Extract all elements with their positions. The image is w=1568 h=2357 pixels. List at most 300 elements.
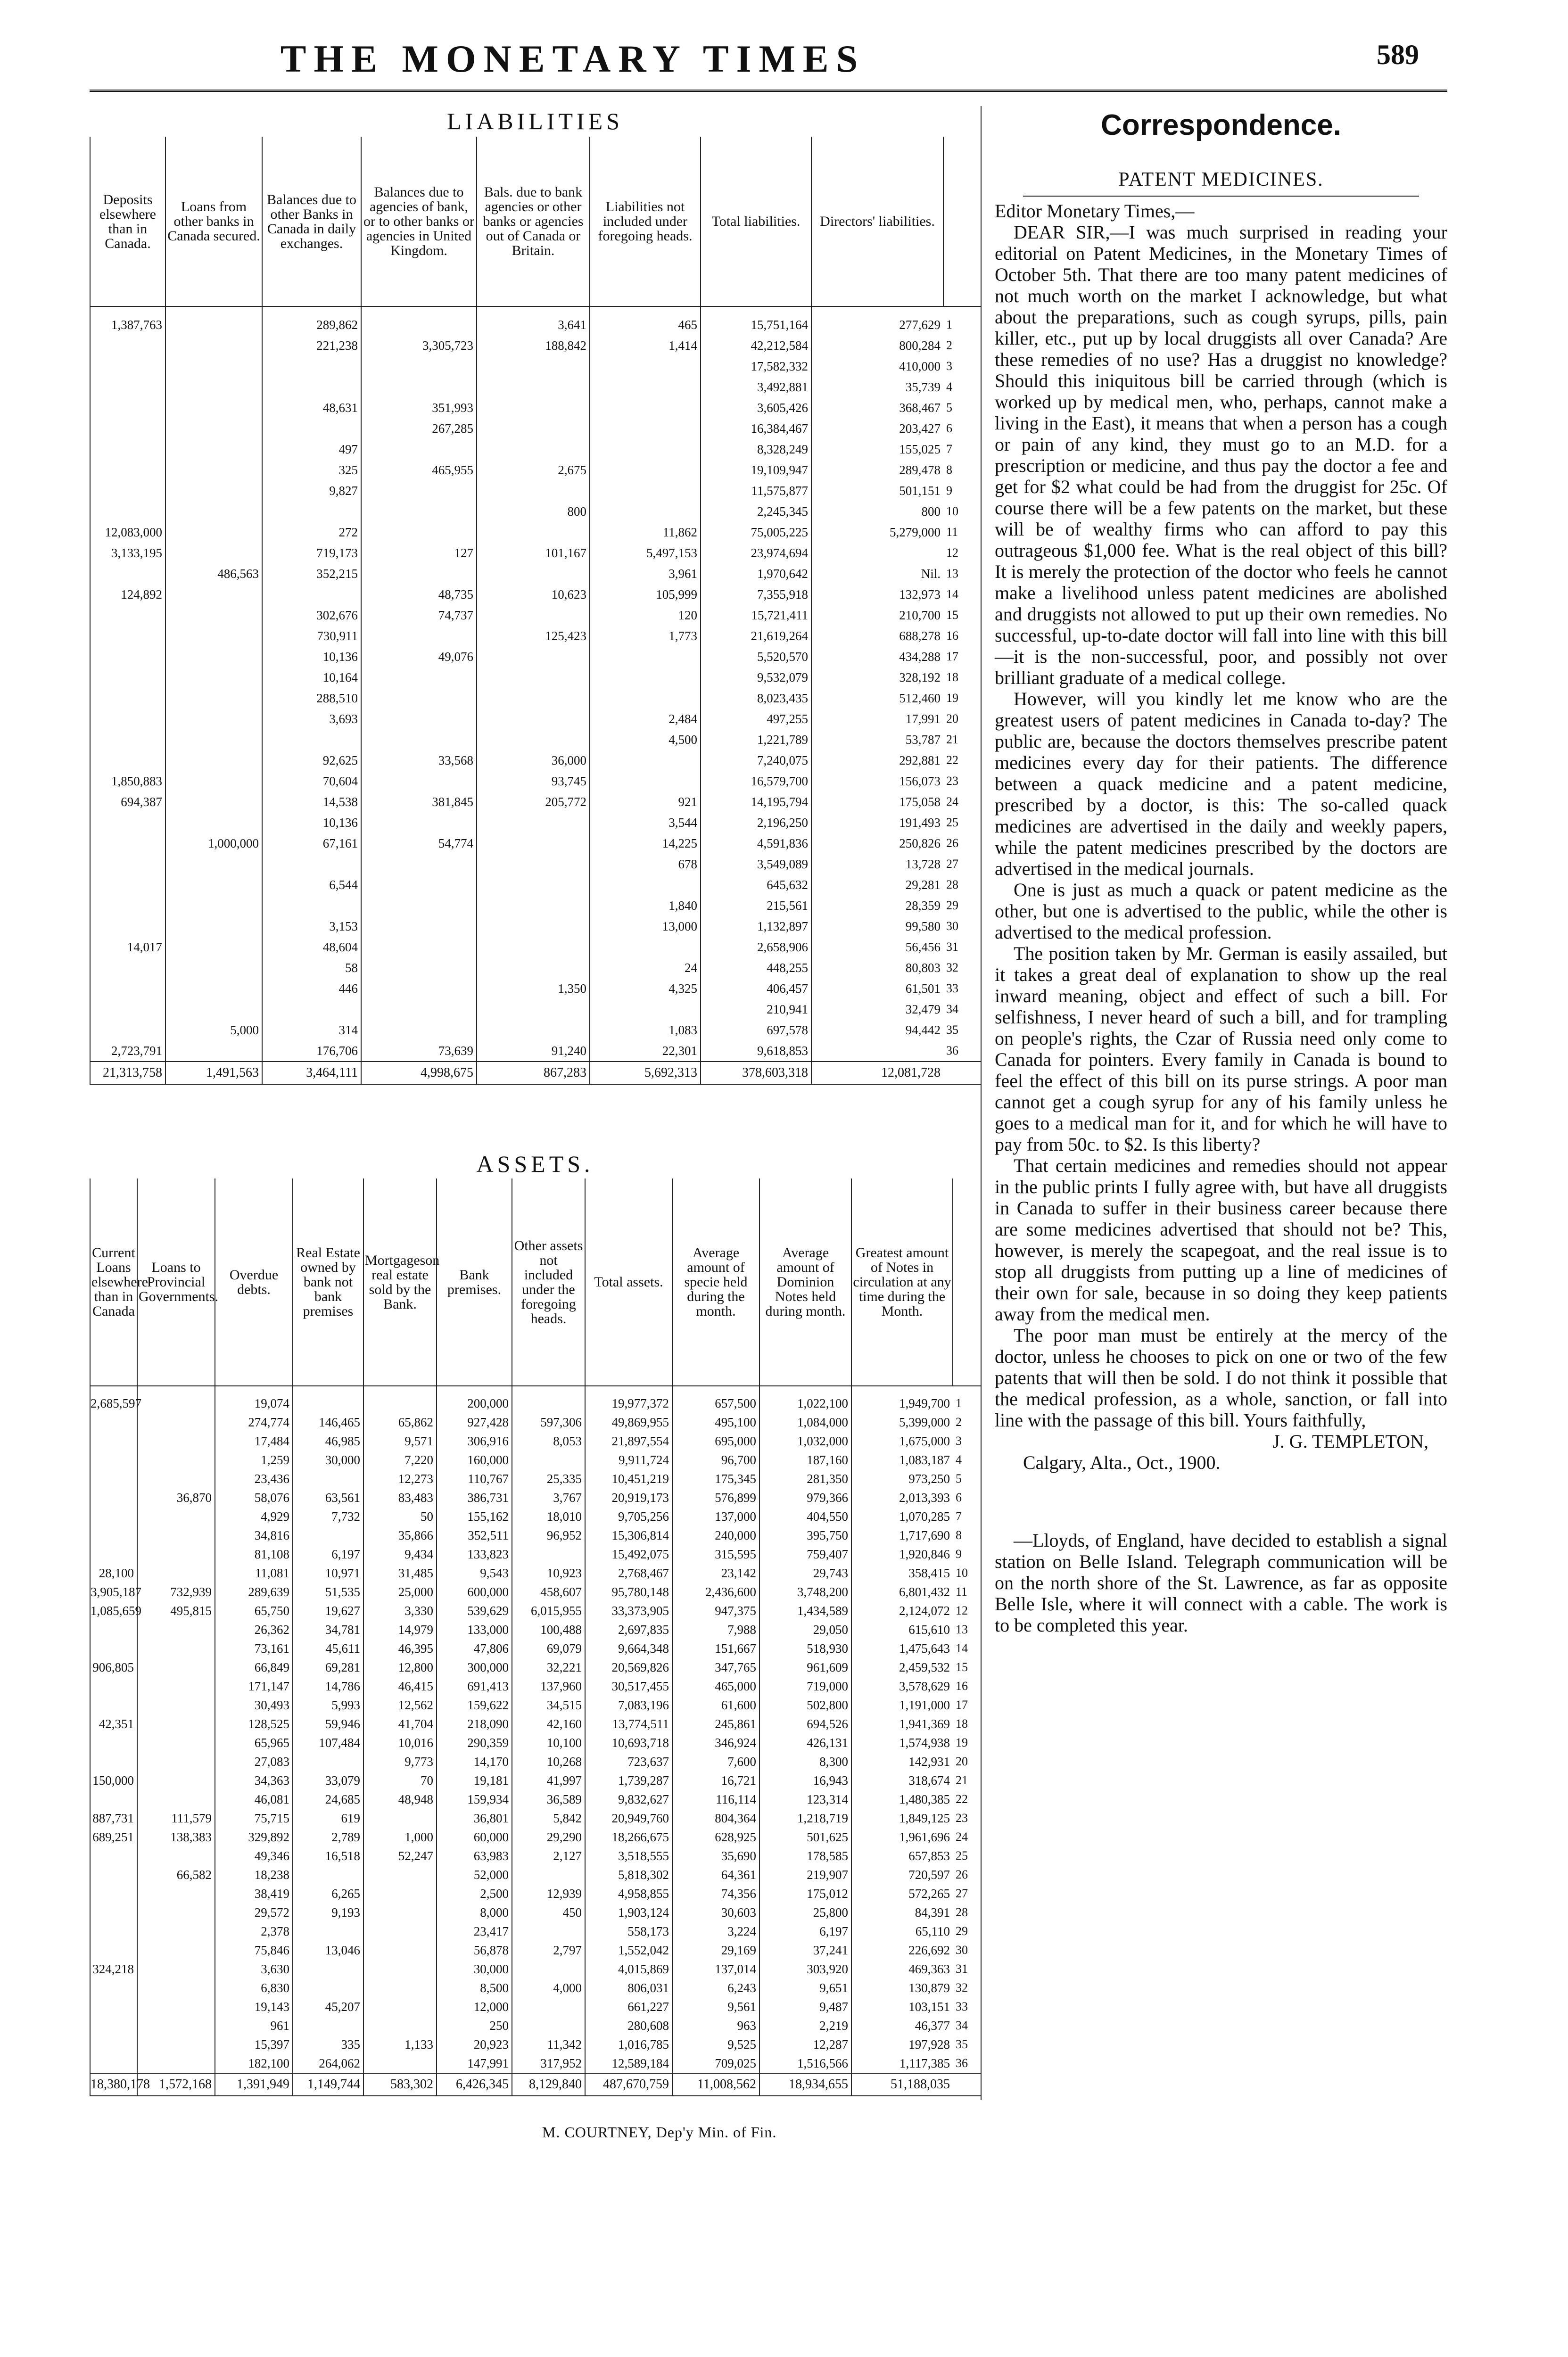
table-cell <box>363 1978 437 1997</box>
table-cell <box>137 1658 215 1677</box>
table-cell: 15,492,075 <box>585 1545 672 1564</box>
table-cell: 5,399,000 <box>851 1413 953 1432</box>
table-cell: 46,985 <box>293 1432 363 1450</box>
table-cell <box>590 439 701 460</box>
row-number: 4 <box>956 1453 962 1467</box>
table-cell: 58 <box>262 957 361 978</box>
assets-heading: ASSETS. <box>476 1151 594 1177</box>
table-cell: 151,667 <box>672 1639 759 1658</box>
table-cell: 53,787 <box>811 729 943 750</box>
table-cell: 197,928 <box>851 2035 953 2054</box>
table-cell: 14,017 <box>90 937 165 957</box>
table-cell: 42,212,584 <box>701 335 811 356</box>
table-cell <box>262 854 361 874</box>
table-cell: 1,350 <box>477 978 590 999</box>
table-cell: 10,016 <box>363 1733 437 1752</box>
table-cell: 264,062 <box>293 2054 363 2073</box>
table-cell <box>590 418 701 439</box>
table-cell: 125,423 <box>477 626 590 646</box>
table-cell: 2,697,835 <box>585 1620 672 1639</box>
table-cell: 2,124,072 <box>851 1601 953 1620</box>
table-cell <box>90 480 165 501</box>
lloyds-notice: —Lloyds, of England, have decided to establish a signal station on Belle Island. Telegraph communication will be on the north shore of the St. Lawrence, as far as opposite Belle Isle, where it will connect with a cable. The work is to be completed this year. <box>995 1530 1447 1636</box>
row-number: 2 <box>946 338 952 352</box>
row-number: 19 <box>946 691 958 705</box>
table-cell <box>477 377 590 397</box>
table-cell <box>165 1040 262 1062</box>
table-row <box>90 1545 981 1564</box>
table-row <box>90 1564 981 1582</box>
table-row <box>90 667 981 688</box>
table-cell: 2,723,791 <box>90 1040 165 1062</box>
table-cell <box>590 646 701 667</box>
table-row <box>90 314 981 335</box>
table-cell <box>137 1941 215 1960</box>
row-number: 23 <box>956 1811 968 1825</box>
row-number: 15 <box>946 608 958 622</box>
row-number: 18 <box>946 670 958 684</box>
table-cell <box>90 1413 137 1432</box>
table-row <box>90 1752 981 1771</box>
table-cell: 10,100 <box>512 1733 585 1752</box>
table-cell: 6,265 <box>293 1884 363 1903</box>
row-number: 6 <box>956 1491 962 1504</box>
table-cell <box>590 771 701 791</box>
row-number: 7 <box>956 1509 962 1523</box>
table-cell <box>477 833 590 854</box>
table-cell: 720,597 <box>851 1865 953 1884</box>
table-cell: 175,345 <box>672 1469 759 1488</box>
table-cell: 25,800 <box>759 1903 851 1922</box>
table-cell: 30,000 <box>437 1960 512 1978</box>
table-cell: 289,478 <box>811 460 943 480</box>
table-cell: 178,585 <box>759 1846 851 1865</box>
row-number: 21 <box>946 733 958 746</box>
table-cell <box>165 605 262 626</box>
liabilities-spacer-cell <box>262 306 361 314</box>
table-cell: 210,941 <box>701 999 811 1020</box>
table-cell: 10,451,219 <box>585 1469 672 1488</box>
table-cell <box>137 1696 215 1714</box>
table-cell <box>137 1903 215 1922</box>
row-number: 36 <box>956 2056 968 2070</box>
table-cell: 137,014 <box>672 1960 759 1978</box>
table-cell: 19,627 <box>293 1601 363 1620</box>
assets-row-number-header <box>953 1178 981 1386</box>
table-cell: 600,000 <box>437 1582 512 1601</box>
table-cell: 20,569,826 <box>585 1658 672 1677</box>
liabilities-table <box>90 137 981 1085</box>
assets-table <box>90 1178 981 2096</box>
table-cell: 1,739,287 <box>585 1771 672 1790</box>
table-cell: 26,362 <box>215 1620 293 1639</box>
table-cell <box>590 937 701 957</box>
table-cell: 759,407 <box>759 1545 851 1564</box>
table-cell: 6,243 <box>672 1978 759 1997</box>
table-cell <box>165 729 262 750</box>
table-row <box>90 1658 981 1677</box>
table-cell: 1,941,369 <box>851 1714 953 1733</box>
table-cell <box>361 854 477 874</box>
table-cell: 156,073 <box>811 771 943 791</box>
letter-place-date: Calgary, Alta., Oct., 1900. <box>1023 1452 1221 1473</box>
table-cell <box>90 874 165 895</box>
publication-title: THE MONETARY TIMES <box>280 37 866 80</box>
table-cell <box>90 356 165 377</box>
table-cell <box>165 335 262 356</box>
table-cell: 2,459,532 <box>851 1658 953 1677</box>
table-cell: 697,578 <box>701 1020 811 1040</box>
table-cell <box>361 501 477 522</box>
table-cell: 36,000 <box>477 750 590 771</box>
table-cell <box>512 1865 585 1884</box>
table-cell: 1,085,659 <box>90 1601 137 1620</box>
table-cell: 47,806 <box>437 1639 512 1658</box>
table-cell: 368,467 <box>811 397 943 418</box>
table-cell: 9,571 <box>363 1432 437 1450</box>
table-cell: 274,774 <box>215 1413 293 1432</box>
liabilities-column-header: Deposits elsewhere than in Canada. <box>90 137 165 306</box>
table-cell <box>165 522 262 543</box>
table-row <box>90 812 981 833</box>
table-cell <box>477 999 590 1020</box>
table-row <box>90 605 981 626</box>
table-cell: 16,721 <box>672 1771 759 1790</box>
row-number: 10 <box>946 504 958 518</box>
table-cell: 182,100 <box>215 2054 293 2073</box>
liabilities-column-header: Total liabilities. <box>701 137 811 306</box>
table-cell <box>477 812 590 833</box>
deputy-minister-signature: M. COURTNEY, Dep'y Min. of Fin. <box>542 2124 777 2141</box>
total-cell: 18,380,178 <box>90 2073 137 2096</box>
liabilities-column-header: Liabilities not included under foregoing heads. <box>590 137 701 306</box>
row-number: 20 <box>946 712 958 725</box>
row-number: 8 <box>956 1528 962 1542</box>
table-cell: 7,732 <box>293 1507 363 1526</box>
table-cell: 73,161 <box>215 1639 293 1658</box>
row-number: 14 <box>956 1641 968 1655</box>
assets-totals-row <box>90 2073 981 2096</box>
table-cell <box>90 1884 137 1903</box>
table-row <box>90 1960 981 1978</box>
table-cell: 1,552,042 <box>585 1941 672 1960</box>
table-cell: 303,920 <box>759 1960 851 1978</box>
table-row <box>90 439 981 460</box>
table-cell: 963 <box>672 2016 759 2035</box>
assets-column-header: Overdue debts. <box>215 1178 293 1386</box>
table-cell: 29,743 <box>759 1564 851 1582</box>
table-cell <box>361 1020 477 1040</box>
table-cell <box>90 916 165 937</box>
row-number: 18 <box>956 1717 968 1731</box>
table-cell: 240,000 <box>672 1526 759 1545</box>
table-cell: 1,221,789 <box>701 729 811 750</box>
table-cell: 3,133,195 <box>90 543 165 563</box>
table-cell: 18,238 <box>215 1865 293 1884</box>
table-cell: 292,881 <box>811 750 943 771</box>
table-cell: 54,774 <box>361 833 477 854</box>
assets-spacer-cell <box>363 1386 437 1394</box>
correspondence-heading: Correspondence. <box>1101 109 1341 141</box>
table-cell: 315,595 <box>672 1545 759 1564</box>
table-cell: 927,428 <box>437 1413 512 1432</box>
assets-column-header: Real Estate owned by bank not bank premises <box>293 1178 363 1386</box>
table-cell: 14,786 <box>293 1677 363 1696</box>
table-cell: 96,700 <box>672 1450 759 1469</box>
row-number: 22 <box>956 1792 968 1806</box>
table-cell <box>165 439 262 460</box>
table-cell: 128,525 <box>215 1714 293 1733</box>
table-cell <box>165 957 262 978</box>
table-cell: 1,961,696 <box>851 1828 953 1846</box>
table-cell <box>262 999 361 1020</box>
table-cell: 21,897,554 <box>585 1432 672 1450</box>
table-cell <box>363 2016 437 2035</box>
row-number: 30 <box>956 1943 968 1957</box>
table-cell <box>137 1677 215 1696</box>
table-cell <box>293 1960 363 1978</box>
table-row <box>90 854 981 874</box>
table-cell: 1,083 <box>590 1020 701 1040</box>
table-cell <box>137 1413 215 1432</box>
table-cell: 15,751,164 <box>701 314 811 335</box>
table-cell: 9,618,853 <box>701 1040 811 1062</box>
table-cell <box>137 1620 215 1639</box>
table-cell <box>512 1545 585 1564</box>
table-cell: 51,535 <box>293 1582 363 1601</box>
table-cell: 458,607 <box>512 1582 585 1601</box>
table-cell: 9,543 <box>437 1564 512 1582</box>
table-cell <box>137 1545 215 1564</box>
table-cell: 1,414 <box>590 335 701 356</box>
row-number: 3 <box>946 359 952 373</box>
masthead <box>90 37 1447 103</box>
table-cell: 947,375 <box>672 1601 759 1620</box>
table-cell <box>590 874 701 895</box>
row-number: 31 <box>946 940 958 954</box>
table-cell <box>361 874 477 895</box>
table-row <box>90 729 981 750</box>
title-rule <box>1023 196 1419 197</box>
table-cell <box>477 667 590 688</box>
letter-paragraph-1: DEAR SIR,—I was much surprised in reading your editorial on Patent Medicines, in the Monetary Times of October 5th. That there are too many patent medicines of not much worth on the market I acknowledge, but what about the preparations, such as cough syrups, pills, pain killer, etc., put up by local druggists all over Canada? Are these remedies of no use? Has a druggist no knowledge? Should this iniquitous bill be carried through (which is worked up by medical men, who, perhaps, cannot make a living in the East), it means that when a person has a cough or pain of any kind, they must go to an M.D. for a prescription or medicine, and thus pay the doctor a fee and get for $2 what could be had from the druggist for 25c. Of course there will be a few patents on the market, but these will be of wealthy firms who can afford to pay this outrageous $1,000 fee. What is the real object of this bill? It is merely the protection of the doctor who feels he cannot make a livelihood unless patent medicines are abolished and druggists not allowed to put up their own remedies. No successful, up-to-date doctor will fall into line with this bill—it is the non-successful, poor, and possibly not over brilliant graduate of a medical college. <box>995 222 1447 688</box>
table-cell: 35,739 <box>811 377 943 397</box>
table-row <box>90 833 981 854</box>
table-cell: 46,415 <box>363 1677 437 1696</box>
table-row <box>90 1922 981 1941</box>
table-cell: 1,083,187 <box>851 1450 953 1469</box>
table-row <box>90 1828 981 1846</box>
row-number: 9 <box>946 484 952 497</box>
row-number: 34 <box>956 2019 968 2032</box>
table-cell <box>165 584 262 605</box>
table-cell: 18,266,675 <box>585 1828 672 1846</box>
table-cell: 92,625 <box>262 750 361 771</box>
table-cell: 661,227 <box>585 1997 672 2016</box>
table-cell: 81,108 <box>215 1545 293 1564</box>
table-cell <box>165 937 262 957</box>
table-cell <box>90 605 165 626</box>
table-cell: 6,015,955 <box>512 1601 585 1620</box>
table-cell: 23,436 <box>215 1469 293 1488</box>
table-cell: 30,493 <box>215 1696 293 1714</box>
table-cell <box>137 1960 215 1978</box>
table-cell <box>137 1450 215 1469</box>
table-cell: 3,641 <box>477 314 590 335</box>
table-row <box>90 1978 981 1997</box>
table-cell <box>137 1884 215 1903</box>
table-row <box>90 522 981 543</box>
table-cell: 806,031 <box>585 1978 672 1997</box>
table-cell <box>590 377 701 397</box>
salutation: Editor Monetary Times,— <box>995 200 1195 222</box>
row-number: 25 <box>956 1849 968 1863</box>
liabilities-totals-row <box>90 1062 981 1084</box>
table-cell: 100,488 <box>512 1620 585 1639</box>
table-cell: 70 <box>363 1771 437 1790</box>
row-number: 28 <box>956 1905 968 1919</box>
liabilities-column-header: Balances due to other Banks in Canada in daily exchanges. <box>262 137 361 306</box>
letter-paragraph-6: The poor man must be entirely at the mercy of the doctor, unless he chooses to pick on one or two of the few patents that will then be sold. I do not think it possible that the medical profession, as a whole, sanction, or fall into line with the passage of this bill. Yours faithfully, <box>995 1325 1447 1431</box>
table-cell <box>363 1865 437 1884</box>
table-cell: 329,892 <box>215 1828 293 1846</box>
table-cell: 678 <box>590 854 701 874</box>
table-cell: 1,717,690 <box>851 1526 953 1545</box>
table-cell: 65,110 <box>851 1922 953 1941</box>
table-cell: 1,000,000 <box>165 833 262 854</box>
table-row <box>90 418 981 439</box>
table-cell: 9,827 <box>262 480 361 501</box>
table-cell: 61,600 <box>672 1696 759 1714</box>
total-cell: 867,283 <box>477 1062 590 1084</box>
table-cell: 171,147 <box>215 1677 293 1696</box>
table-cell: 3,578,629 <box>851 1677 953 1696</box>
table-cell <box>477 418 590 439</box>
table-cell: 176,706 <box>262 1040 361 1062</box>
table-cell: 501,625 <box>759 1828 851 1846</box>
table-cell: 120 <box>590 605 701 626</box>
table-cell <box>137 1752 215 1771</box>
table-cell: 15,306,814 <box>585 1526 672 1545</box>
table-cell: 221,238 <box>262 335 361 356</box>
table-cell: 146,465 <box>293 1413 363 1432</box>
row-number: 31 <box>956 1962 968 1976</box>
table-cell: 3,767 <box>512 1488 585 1507</box>
table-cell: 63,983 <box>437 1846 512 1865</box>
table-cell <box>90 501 165 522</box>
row-number: 6 <box>946 421 952 435</box>
table-cell <box>590 501 701 522</box>
table-cell: 23,974,694 <box>701 543 811 563</box>
total-cell <box>953 2073 981 2096</box>
table-cell: 73,639 <box>361 1040 477 1062</box>
table-row <box>90 999 981 1020</box>
assets-body <box>90 1386 981 2096</box>
table-cell: 1,084,000 <box>759 1413 851 1432</box>
table-cell: 2,685,597 <box>90 1394 137 1413</box>
table-cell: 9,434 <box>363 1545 437 1564</box>
table-cell: 3,153 <box>262 916 361 937</box>
table-cell: 434,288 <box>811 646 943 667</box>
table-cell <box>590 480 701 501</box>
table-cell: 9,651 <box>759 1978 851 1997</box>
table-cell: 426,131 <box>759 1733 851 1752</box>
row-number: 26 <box>956 1868 968 1881</box>
table-cell: 36,870 <box>137 1488 215 1507</box>
row-number: 5 <box>946 401 952 414</box>
row-number: 27 <box>956 1887 968 1900</box>
table-cell <box>477 729 590 750</box>
table-cell <box>137 1507 215 1526</box>
table-cell: 111,579 <box>137 1809 215 1828</box>
table-cell: 280,608 <box>585 2016 672 2035</box>
table-cell: 12,273 <box>363 1469 437 1488</box>
liabilities-column-header: Balances due to agencies of bank, or to other banks or agencies in United Kingdom. <box>361 137 477 306</box>
table-cell <box>90 1696 137 1714</box>
table-cell: 358,415 <box>851 1564 953 1582</box>
row-number: 9 <box>956 1547 962 1561</box>
table-cell: 19,143 <box>215 1997 293 2016</box>
table-cell: 539,629 <box>437 1601 512 1620</box>
table-cell: 66,849 <box>215 1658 293 1677</box>
table-cell <box>90 1941 137 1960</box>
table-cell <box>165 978 262 999</box>
table-cell <box>90 854 165 874</box>
total-cell: 8,129,840 <box>512 2073 585 2096</box>
assets-spacer-cell <box>437 1386 512 1394</box>
table-cell: 300,000 <box>437 1658 512 1677</box>
table-cell: 800,284 <box>811 335 943 356</box>
table-row <box>90 1620 981 1639</box>
table-cell <box>363 1960 437 1978</box>
table-cell: 5,818,302 <box>585 1865 672 1884</box>
table-cell: 709,025 <box>672 2054 759 2073</box>
table-row <box>90 377 981 397</box>
table-cell: 34,816 <box>215 1526 293 1545</box>
table-cell: 7,220 <box>363 1450 437 1469</box>
table-cell: 7,083,196 <box>585 1696 672 1714</box>
table-row <box>90 916 981 937</box>
table-cell: 91,240 <box>477 1040 590 1062</box>
table-cell: 10,623 <box>477 584 590 605</box>
table-row <box>90 1432 981 1450</box>
table-cell: 159,622 <box>437 1696 512 1714</box>
table-cell: 36,589 <box>512 1790 585 1809</box>
table-cell: 4,015,869 <box>585 1960 672 1978</box>
table-row <box>90 1809 981 1828</box>
table-row <box>90 1997 981 2016</box>
table-cell <box>90 688 165 709</box>
table-cell: 347,765 <box>672 1658 759 1677</box>
table-cell: 74,356 <box>672 1884 759 1903</box>
row-number: 29 <box>946 898 958 912</box>
table-cell: 50 <box>363 1507 437 1526</box>
table-cell <box>137 2054 215 2073</box>
row-number: 16 <box>956 1679 968 1693</box>
assets-spacer-cell <box>215 1386 293 1394</box>
table-row <box>90 791 981 812</box>
table-cell: 187,160 <box>759 1450 851 1469</box>
table-cell: 306,916 <box>437 1432 512 1450</box>
table-cell: 49,076 <box>361 646 477 667</box>
table-cell <box>90 1752 137 1771</box>
table-row <box>90 2054 981 2073</box>
table-cell: 497 <box>262 439 361 460</box>
table-cell: 4,591,836 <box>701 833 811 854</box>
table-cell <box>590 999 701 1020</box>
table-cell <box>90 2016 137 2035</box>
table-cell: 1,032,000 <box>759 1432 851 1450</box>
